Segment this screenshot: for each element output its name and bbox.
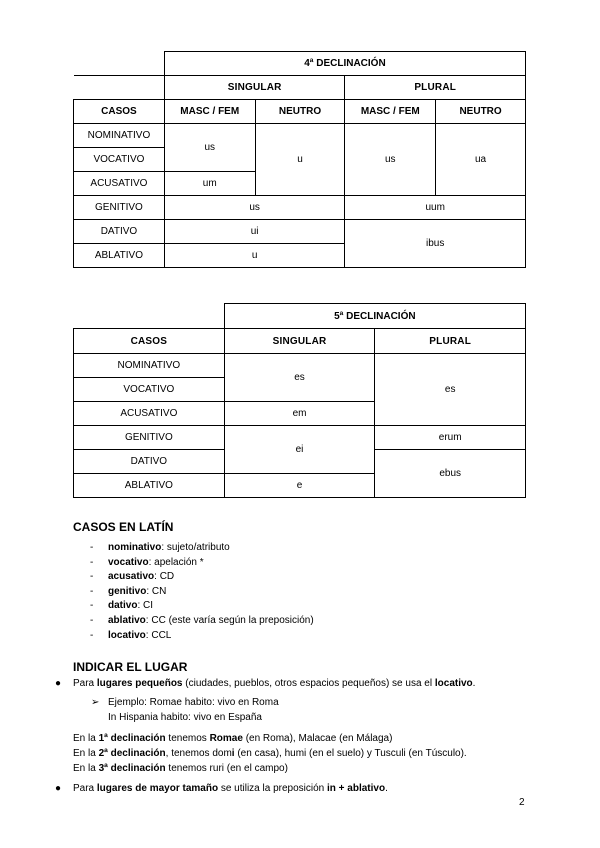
text: Para — [73, 678, 97, 689]
cell-sg-n-nva: u — [255, 124, 345, 196]
case-nominativo: NOMINATIVO — [74, 354, 225, 378]
text-bold: 2ª declinación — [98, 748, 166, 759]
cell-pl-nva: es — [375, 354, 526, 426]
example-line: Ejemplo: Romae habito: vivo en Roma — [108, 697, 279, 708]
case-desc: : CI — [137, 600, 154, 612]
text-bold: locativo — [434, 678, 473, 689]
case-term: nominativo — [108, 542, 162, 553]
page-number: 2 — [519, 797, 525, 808]
case-desc: : CCL — [145, 629, 172, 641]
bullet-lugares-pequenos — [73, 678, 475, 689]
neutro-header: NEUTRO — [255, 100, 345, 124]
text: (en Roma), Malacae (en Málaga) — [242, 733, 393, 744]
text: tenemos — [165, 733, 210, 744]
cell-pl-dat-abl: ebus — [375, 450, 526, 498]
text: En la — [73, 733, 99, 744]
masc-fem-header: MASC / FEM — [345, 100, 436, 124]
text-bold: 1ª declinación — [98, 733, 166, 744]
blank-corner — [74, 76, 165, 100]
cell-sg-dat: ui — [164, 220, 345, 244]
case-acusativo: ACUSATIVO — [74, 402, 225, 426]
cell-sg-mf-acu: um — [164, 172, 255, 196]
cell-sg-abl: e — [224, 474, 375, 498]
list-item — [90, 541, 314, 556]
bullet-lugares-mayor — [73, 783, 388, 794]
declension-line-1 — [73, 733, 392, 744]
case-dativo: DATIVO — [74, 450, 225, 474]
list-item — [90, 629, 314, 644]
cell-pl-gen: uum — [345, 196, 526, 220]
casos-latin-heading: CASOS EN LATÍN — [73, 520, 174, 534]
case-term: ablativo — [108, 614, 146, 626]
plural-header: PLURAL — [345, 76, 526, 100]
case-desc: : sujeto/atributo — [161, 542, 230, 553]
case-dativo: DATIVO — [74, 220, 165, 244]
text-bold: lugares pequeños — [96, 678, 183, 689]
case-acusativo: ACUSATIVO — [74, 172, 165, 196]
cell-pl-gen: erum — [375, 426, 526, 450]
list-item — [90, 585, 314, 600]
case-term: acusativo — [108, 571, 155, 583]
neutro-header: NEUTRO — [436, 100, 526, 124]
case-term: locativo — [108, 629, 146, 641]
case-desc: : CD — [154, 571, 175, 583]
list-item — [90, 599, 314, 614]
text: se utiliza la preposición — [218, 783, 328, 794]
case-vocativo: VOCATIVO — [74, 148, 165, 172]
table-title: 4ª DECLINACIÓN — [164, 52, 525, 76]
text-bold: lugares de mayor tamaño — [96, 783, 219, 794]
example-line: In Hispania habito: vivo en España — [108, 712, 262, 723]
case-genitivo: GENITIVO — [74, 426, 225, 450]
text: (en casa), humi (en el suelo) y Tusculi (en Túsculo). — [234, 748, 467, 759]
case-term: dativo — [108, 600, 138, 612]
list-item — [90, 570, 314, 585]
case-ablativo: ABLATIVO — [74, 244, 165, 268]
cell-pl-dat-abl: ibus — [345, 220, 526, 268]
casos-list — [90, 541, 314, 643]
fourth-declension-table — [73, 51, 526, 268]
case-term: genitivo — [108, 585, 147, 597]
text: tenemos ruri (en el campo) — [165, 763, 288, 774]
cell-sg-mf-nom-voc: us — [164, 124, 255, 172]
arrow-bullet-icon: ➢ — [91, 697, 100, 708]
cell-sg-acu: em — [224, 402, 375, 426]
bullet-icon: ● — [55, 678, 62, 689]
declension-line-2 — [73, 748, 467, 759]
cell-sg-nom-voc: es — [224, 354, 375, 402]
blank-corner — [74, 304, 225, 329]
case-desc: : CN — [146, 585, 167, 597]
case-nominativo: NOMINATIVO — [74, 124, 165, 148]
table-title: 5ª DECLINACIÓN — [224, 304, 525, 329]
list-item — [90, 614, 314, 629]
case-term: vocativo — [108, 556, 149, 568]
singular-header: SINGULAR — [224, 329, 375, 354]
casos-header: CASOS — [74, 329, 225, 354]
text-bold: Romae — [209, 733, 243, 744]
declension-line-3 — [73, 763, 288, 774]
text: (ciudades, pueblos, otros espacios pequeños) se usa el — [182, 678, 435, 689]
cell-pl-mf-nva: us — [345, 124, 436, 196]
text: . — [385, 783, 388, 794]
text: , tenemos dom — [165, 748, 232, 759]
text: Para — [73, 783, 97, 794]
list-item — [90, 556, 314, 571]
cell-sg-gen-dat: ei — [224, 426, 375, 474]
fifth-declension-table — [73, 303, 526, 498]
case-genitivo: GENITIVO — [74, 196, 165, 220]
text-bold: 3ª declinación — [98, 763, 166, 774]
text: En la — [73, 763, 99, 774]
indicar-lugar-heading: INDICAR EL LUGAR — [73, 660, 188, 674]
singular-header: SINGULAR — [164, 76, 345, 100]
masc-fem-header: MASC / FEM — [164, 100, 255, 124]
case-desc: : CC (este varía según la preposición) — [145, 614, 314, 626]
case-vocativo: VOCATIVO — [74, 378, 225, 402]
case-ablativo: ABLATIVO — [74, 474, 225, 498]
case-desc: : apelación * — [148, 556, 204, 568]
cell-sg-gen: us — [164, 196, 345, 220]
casos-header: CASOS — [74, 100, 165, 124]
text-bold: in + ablativo — [327, 783, 386, 794]
blank-corner — [74, 52, 165, 76]
text-bold: i — [231, 748, 235, 759]
cell-pl-n-nva: ua — [436, 124, 526, 196]
bullet-icon: ● — [55, 783, 62, 794]
text: En la — [73, 748, 99, 759]
text: . — [472, 678, 476, 689]
cell-sg-abl: u — [164, 244, 345, 268]
plural-header: PLURAL — [375, 329, 526, 354]
